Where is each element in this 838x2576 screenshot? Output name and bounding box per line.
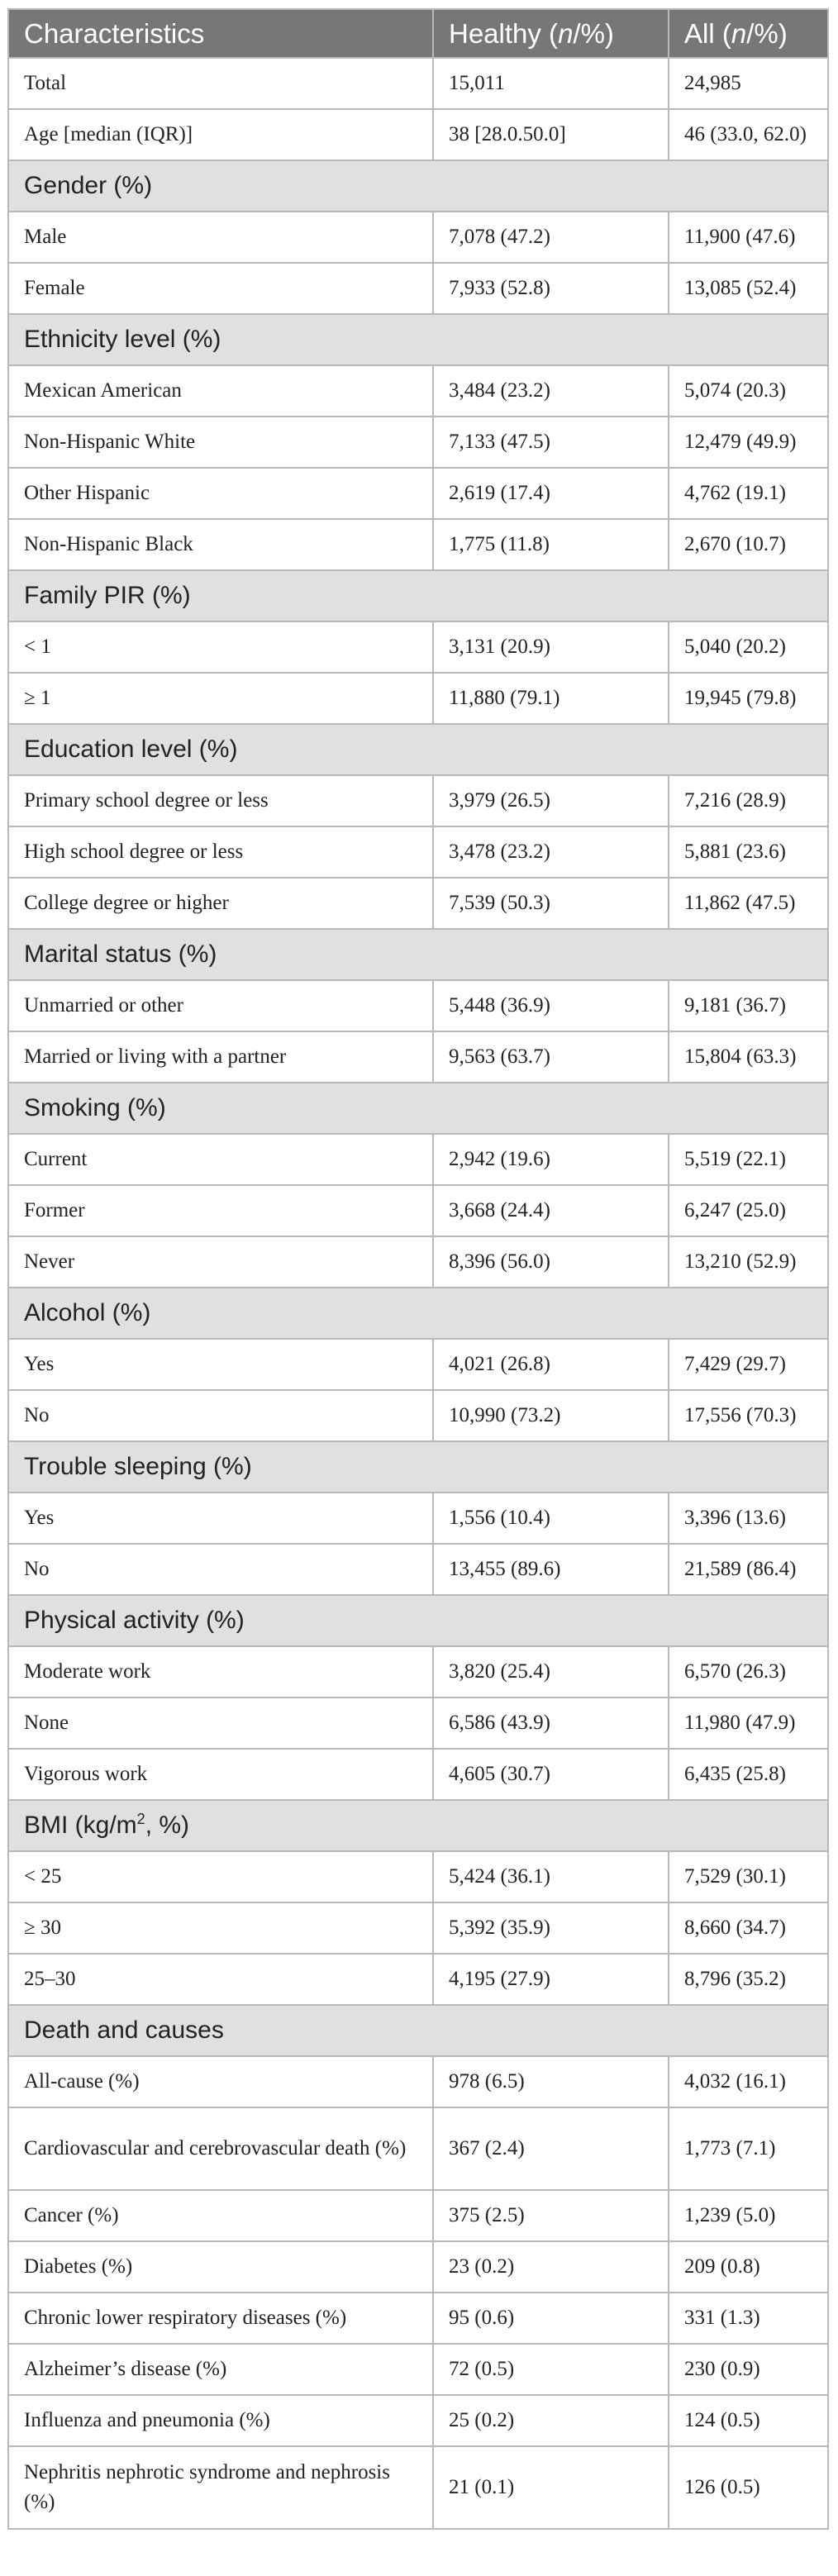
row-label: Primary school degree or less xyxy=(8,775,433,826)
section-title: Alcohol (%) xyxy=(8,1288,828,1339)
healthy-value: 72 (0.5) xyxy=(433,2344,669,2395)
table-row xyxy=(8,980,828,1031)
table-row xyxy=(8,775,828,826)
table-row xyxy=(8,468,828,519)
section-title: Physical activity (%) xyxy=(8,1595,828,1646)
row-label: All-cause (%) xyxy=(8,2056,433,2107)
healthy-value: 7,133 (47.5) xyxy=(433,417,669,468)
row-label: Other Hispanic xyxy=(8,468,433,519)
section-title: Gender (%) xyxy=(8,160,828,212)
healthy-value: 8,396 (56.0) xyxy=(433,1236,669,1288)
row-label: College degree or higher xyxy=(8,878,433,929)
row-label: Nephritis nephrotic syndrome and nephrosis (%) xyxy=(8,2446,433,2529)
table-row xyxy=(8,2293,828,2344)
table-row xyxy=(8,263,828,314)
row-label: 25–30 xyxy=(8,1954,433,2005)
section-header-marital-status xyxy=(8,929,828,980)
row-label: Total xyxy=(8,58,433,109)
all-value: 6,435 (25.8) xyxy=(669,1749,828,1800)
all-value: 209 (0.8) xyxy=(669,2241,828,2293)
row-label: Cancer (%) xyxy=(8,2190,433,2241)
healthy-value: 3,131 (20.9) xyxy=(433,621,669,673)
healthy-value: 7,933 (52.8) xyxy=(433,263,669,314)
all-value: 11,980 (47.9) xyxy=(669,1697,828,1749)
row-label: Yes xyxy=(8,1339,433,1390)
table-row xyxy=(8,417,828,468)
all-value: 19,945 (79.8) xyxy=(669,673,828,724)
section-header-physical-activity xyxy=(8,1595,828,1646)
healthy-value: 3,979 (26.5) xyxy=(433,775,669,826)
header-all-prefix: All ( xyxy=(684,17,731,49)
header-healthy-suffix: /%) xyxy=(573,17,614,49)
table-row xyxy=(8,1339,828,1390)
table-row xyxy=(8,2241,828,2293)
table-row xyxy=(8,2446,828,2529)
table-row xyxy=(8,519,828,570)
row-label: Never xyxy=(8,1236,433,1288)
healthy-value: 15,011 xyxy=(433,58,669,109)
all-value: 3,396 (13.6) xyxy=(669,1493,828,1544)
all-value: 5,881 (23.6) xyxy=(669,826,828,878)
row-label: Current xyxy=(8,1134,433,1185)
all-value: 17,556 (70.3) xyxy=(669,1390,828,1441)
header-all-suffix: /%) xyxy=(746,17,788,49)
healthy-value: 5,448 (36.9) xyxy=(433,980,669,1031)
section-header-gender xyxy=(8,160,828,212)
healthy-value: 6,586 (43.9) xyxy=(433,1697,669,1749)
row-label: Alzheimer’s disease (%) xyxy=(8,2344,433,2395)
all-value: 8,796 (35.2) xyxy=(669,1954,828,2005)
healthy-value: 9,563 (63.7) xyxy=(433,1031,669,1083)
section-header-ethnicity xyxy=(8,314,828,365)
row-label: Male xyxy=(8,212,433,263)
row-label: Age [median (IQR)] xyxy=(8,109,433,160)
row-label: Influenza and pneumonia (%) xyxy=(8,2395,433,2446)
row-label: ≥ 30 xyxy=(8,1902,433,1954)
bmi-title-suffix: , %) xyxy=(145,1812,190,1839)
row-label: Former xyxy=(8,1185,433,1236)
all-value: 7,429 (29.7) xyxy=(669,1339,828,1390)
table-row xyxy=(8,1902,828,1954)
table-row xyxy=(8,2344,828,2395)
table-row xyxy=(8,1185,828,1236)
section-header-smoking xyxy=(8,1083,828,1134)
healthy-value: 2,942 (19.6) xyxy=(433,1134,669,1185)
healthy-value: 2,619 (17.4) xyxy=(433,468,669,519)
healthy-value: 3,820 (25.4) xyxy=(433,1646,669,1697)
row-label: Moderate work xyxy=(8,1646,433,1697)
all-value: 2,670 (10.7) xyxy=(669,519,828,570)
header-characteristics: Characteristics xyxy=(8,9,433,58)
row-label: < 1 xyxy=(8,621,433,673)
healthy-value: 3,668 (24.4) xyxy=(433,1185,669,1236)
row-label: Non-Hispanic Black xyxy=(8,519,433,570)
all-value: 1,773 (7.1) xyxy=(669,2107,828,2190)
healthy-value: 38 [28.0.50.0] xyxy=(433,109,669,160)
all-value: 5,519 (22.1) xyxy=(669,1134,828,1185)
healthy-value: 978 (6.5) xyxy=(433,2056,669,2107)
all-value: 8,660 (34.7) xyxy=(669,1902,828,1954)
row-label: < 25 xyxy=(8,1851,433,1902)
table-row xyxy=(8,1544,828,1595)
healthy-value: 10,990 (73.2) xyxy=(433,1390,669,1441)
row-label: Married or living with a partner xyxy=(8,1031,433,1083)
all-value: 15,804 (63.3) xyxy=(669,1031,828,1083)
healthy-value: 3,484 (23.2) xyxy=(433,365,669,417)
all-value: 6,570 (26.3) xyxy=(669,1646,828,1697)
bmi-title-prefix: BMI (kg/m xyxy=(24,1812,137,1839)
healthy-value: 5,424 (36.1) xyxy=(433,1851,669,1902)
header-healthy-prefix: Healthy ( xyxy=(449,17,559,49)
row-label: Non-Hispanic White xyxy=(8,417,433,468)
header-healthy xyxy=(433,9,669,58)
all-value: 13,210 (52.9) xyxy=(669,1236,828,1288)
section-header-bmi xyxy=(8,1800,828,1851)
section-header-trouble-sleeping xyxy=(8,1441,828,1493)
healthy-value: 4,605 (30.7) xyxy=(433,1749,669,1800)
healthy-value: 3,478 (23.2) xyxy=(433,826,669,878)
row-label: Vigorous work xyxy=(8,1749,433,1800)
healthy-value: 7,539 (50.3) xyxy=(433,878,669,929)
section-header-death-causes xyxy=(8,2005,828,2056)
row-label: ≥ 1 xyxy=(8,673,433,724)
table-row xyxy=(8,2056,828,2107)
header-row xyxy=(8,9,828,58)
all-value: 5,074 (20.3) xyxy=(669,365,828,417)
section-title: Ethnicity level (%) xyxy=(8,314,828,365)
healthy-value: 23 (0.2) xyxy=(433,2241,669,2293)
table-row xyxy=(8,1851,828,1902)
healthy-value: 4,021 (26.8) xyxy=(433,1339,669,1390)
all-value: 11,862 (47.5) xyxy=(669,878,828,929)
header-healthy-n: n xyxy=(558,17,574,49)
section-title: Trouble sleeping (%) xyxy=(8,1441,828,1493)
table-row xyxy=(8,1954,828,2005)
healthy-value: 11,880 (79.1) xyxy=(433,673,669,724)
row-label: Cardiovascular and cerebrovascular death (%) xyxy=(8,2107,433,2190)
bmi-title-superscript: 2 xyxy=(136,1811,145,1827)
all-value: 46 (33.0, 62.0) xyxy=(669,109,828,160)
table-row xyxy=(8,878,828,929)
healthy-value: 21 (0.1) xyxy=(433,2446,669,2529)
row-label: None xyxy=(8,1697,433,1749)
healthy-value: 1,556 (10.4) xyxy=(433,1493,669,1544)
table-row xyxy=(8,2107,828,2190)
row-label: Yes xyxy=(8,1493,433,1544)
healthy-value: 367 (2.4) xyxy=(433,2107,669,2190)
all-value: 331 (1.3) xyxy=(669,2293,828,2344)
table-row xyxy=(8,1031,828,1083)
healthy-value: 375 (2.5) xyxy=(433,2190,669,2241)
table-row xyxy=(8,2190,828,2241)
table-row xyxy=(8,826,828,878)
header-all-n: n xyxy=(731,17,747,49)
table-row xyxy=(8,1493,828,1544)
row-label: Mexican American xyxy=(8,365,433,417)
healthy-value: 5,392 (35.9) xyxy=(433,1902,669,1954)
all-value: 21,589 (86.4) xyxy=(669,1544,828,1595)
all-value: 126 (0.5) xyxy=(669,2446,828,2529)
section-title: Death and causes xyxy=(8,2005,828,2056)
healthy-value: 13,455 (89.6) xyxy=(433,1544,669,1595)
table-row-total xyxy=(8,58,828,109)
all-value: 6,247 (25.0) xyxy=(669,1185,828,1236)
table-row xyxy=(8,365,828,417)
characteristics-table xyxy=(7,8,829,2530)
section-title xyxy=(8,1800,828,1851)
all-value: 7,529 (30.1) xyxy=(669,1851,828,1902)
table-row xyxy=(8,1749,828,1800)
section-title: Smoking (%) xyxy=(8,1083,828,1134)
section-title: Marital status (%) xyxy=(8,929,828,980)
section-header-alcohol xyxy=(8,1288,828,1339)
healthy-value: 25 (0.2) xyxy=(433,2395,669,2446)
healthy-value: 7,078 (47.2) xyxy=(433,212,669,263)
table-row xyxy=(8,1697,828,1749)
table-row xyxy=(8,1646,828,1697)
section-header-education xyxy=(8,724,828,775)
row-label: High school degree or less xyxy=(8,826,433,878)
section-title: Education level (%) xyxy=(8,724,828,775)
table-row xyxy=(8,2395,828,2446)
all-value: 1,239 (5.0) xyxy=(669,2190,828,2241)
all-value: 4,762 (19.1) xyxy=(669,468,828,519)
healthy-value: 95 (0.6) xyxy=(433,2293,669,2344)
table-row xyxy=(8,212,828,263)
row-label: No xyxy=(8,1544,433,1595)
all-value: 7,216 (28.9) xyxy=(669,775,828,826)
row-label: Female xyxy=(8,263,433,314)
healthy-value: 4,195 (27.9) xyxy=(433,1954,669,2005)
all-value: 13,085 (52.4) xyxy=(669,263,828,314)
section-title: Family PIR (%) xyxy=(8,570,828,621)
all-value: 9,181 (36.7) xyxy=(669,980,828,1031)
all-value: 24,985 xyxy=(669,58,828,109)
table-row xyxy=(8,1236,828,1288)
all-value: 12,479 (49.9) xyxy=(669,417,828,468)
table-row xyxy=(8,1390,828,1441)
row-label: No xyxy=(8,1390,433,1441)
table-row-age xyxy=(8,109,828,160)
row-label: Chronic lower respiratory diseases (%) xyxy=(8,2293,433,2344)
all-value: 124 (0.5) xyxy=(669,2395,828,2446)
row-label: Unmarried or other xyxy=(8,980,433,1031)
table-row xyxy=(8,673,828,724)
all-value: 5,040 (20.2) xyxy=(669,621,828,673)
row-label: Diabetes (%) xyxy=(8,2241,433,2293)
table-row xyxy=(8,621,828,673)
all-value: 230 (0.9) xyxy=(669,2344,828,2395)
table-row xyxy=(8,1134,828,1185)
healthy-value: 1,775 (11.8) xyxy=(433,519,669,570)
all-value: 11,900 (47.6) xyxy=(669,212,828,263)
all-value: 4,032 (16.1) xyxy=(669,2056,828,2107)
section-header-family-pir xyxy=(8,570,828,621)
header-all xyxy=(669,9,828,58)
